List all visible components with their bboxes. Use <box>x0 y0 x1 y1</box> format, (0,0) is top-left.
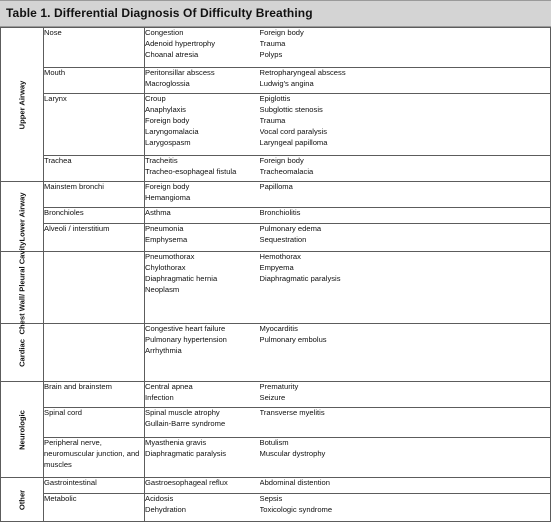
condition-item: Pulmonary hypertension <box>145 334 227 344</box>
subcategory-cell <box>44 224 145 252</box>
category-label: Chest Wall/ Pleural Cavity <box>17 241 27 334</box>
condition-item: Asthma <box>145 208 171 217</box>
table-row <box>1 182 551 208</box>
condition-item: Papilloma <box>259 182 293 191</box>
subcategory-label: Nose <box>44 28 62 37</box>
table-row <box>1 208 551 224</box>
condition-item: Tracheo-esophageal fistula <box>145 166 237 176</box>
subcategory-label: Spinal cord <box>44 408 82 417</box>
condition-item: Vocal cord paralysis <box>259 126 328 136</box>
conditions-column-2 <box>260 224 551 252</box>
conditions-column-1 <box>145 224 260 252</box>
conditions-column-1 <box>145 156 260 182</box>
condition-item: Pneumonia <box>145 224 184 233</box>
table-row <box>1 224 551 252</box>
condition-item: Myocarditis <box>259 324 298 333</box>
conditions-column-2 <box>260 478 551 494</box>
condition-item: Subglottic stenosis <box>259 104 323 114</box>
subcategory-label: Larynx <box>44 94 67 103</box>
conditions-column-2 <box>260 28 551 68</box>
condition-item: Prematurity <box>259 382 299 391</box>
table-row <box>1 252 551 324</box>
category-cell <box>1 478 44 522</box>
condition-item: Larygospasm <box>145 137 191 147</box>
subcategory-cell <box>44 324 145 382</box>
condition-item: Emphysema <box>145 234 188 244</box>
table-body <box>1 28 551 522</box>
table-row <box>1 28 551 68</box>
subcategory-label: Trachea <box>44 156 72 165</box>
condition-item: Anaphylaxis <box>145 104 186 114</box>
condition-item: Congestive heart failure <box>145 324 226 333</box>
category-cell <box>1 382 44 478</box>
table-title: Table 1. Differential Diagnosis Of Difficulty Breathing <box>6 6 313 20</box>
condition-item: Retropharyngeal abscess <box>259 68 346 77</box>
category-label: Lower Airway <box>17 191 27 242</box>
subcategory-cell <box>44 182 145 208</box>
condition-item: Sequestration <box>259 234 307 244</box>
condition-item: Spinal muscle atrophy <box>145 408 220 417</box>
condition-item: Seizure <box>259 392 286 402</box>
subcategory-cell <box>44 382 145 408</box>
table-row <box>1 408 551 438</box>
subcategory-cell <box>44 478 145 494</box>
condition-item: Foreign body <box>145 182 190 191</box>
condition-item: Croup <box>145 94 166 103</box>
subcategory-cell <box>44 156 145 182</box>
conditions-column-2 <box>260 408 551 438</box>
condition-item: Congestion <box>145 28 184 37</box>
category-cell <box>1 28 44 182</box>
condition-item: Chylothorax <box>145 262 186 272</box>
condition-item: Acidosis <box>145 494 174 503</box>
condition-item: Trauma <box>259 115 286 125</box>
condition-item: Epiglottis <box>259 94 291 103</box>
condition-item: Infection <box>145 392 174 402</box>
conditions-column-1 <box>145 208 260 224</box>
condition-item: Diaphragmatic hernia <box>145 273 218 283</box>
category-cell <box>1 324 44 382</box>
subcategory-cell <box>44 494 145 522</box>
conditions-column-1 <box>145 324 260 382</box>
subcategory-label: Bronchioles <box>44 208 84 217</box>
condition-item: Gullain-Barre syndrome <box>145 418 226 428</box>
category-label: Upper Airway <box>17 80 27 129</box>
conditions-column-2 <box>260 252 551 324</box>
condition-item: Pulmonary edema <box>259 224 322 233</box>
table-title-bar <box>0 0 551 27</box>
conditions-column-1 <box>145 408 260 438</box>
condition-item: Foreign body <box>145 115 190 125</box>
condition-item: Laryngeal papilloma <box>259 137 328 147</box>
table-row <box>1 382 551 408</box>
conditions-column-1 <box>145 252 260 324</box>
condition-item: Dehydration <box>145 504 186 514</box>
subcategory-label: Metabolic <box>44 494 77 503</box>
subcategory-label: Alveoli / interstitium <box>44 224 110 233</box>
subcategory-label: Gastrointestinal <box>44 478 97 487</box>
condition-item: Arrhythmia <box>145 345 182 355</box>
category-label: Other <box>17 489 27 510</box>
condition-item: Choanal atresia <box>145 49 199 59</box>
conditions-column-1 <box>145 382 260 408</box>
condition-item: Hemangioma <box>145 192 191 202</box>
subcategory-label: Peripheral nerve, neuromuscular junction, and muscles <box>44 438 140 469</box>
subcategory-cell <box>44 28 145 68</box>
conditions-column-2 <box>260 208 551 224</box>
condition-item: Peritonsillar abscess <box>145 68 215 77</box>
condition-item: Gastroesophageal reflux <box>145 478 228 487</box>
conditions-column-1 <box>145 438 260 478</box>
condition-item: Diaphragmatic paralysis <box>259 273 341 283</box>
condition-item: Tracheomalacia <box>259 166 314 176</box>
condition-item: Abdominal distention <box>259 478 330 487</box>
condition-item: Ludwig's angina <box>259 78 314 88</box>
condition-item: Trauma <box>259 38 286 48</box>
conditions-column-1 <box>145 28 260 68</box>
conditions-column-1 <box>145 68 260 94</box>
table-row <box>1 478 551 494</box>
condition-item: Adenoid hypertrophy <box>145 38 216 48</box>
category-cell <box>1 241 44 334</box>
subcategory-cell <box>44 68 145 94</box>
condition-item: Foreign body <box>259 28 304 37</box>
conditions-column-1 <box>145 94 260 156</box>
category-label: Cardiac <box>17 338 27 367</box>
condition-item: Pulmonary embolus <box>259 334 327 344</box>
conditions-column-2 <box>260 382 551 408</box>
condition-item: Pneumothorax <box>145 252 195 261</box>
subcategory-cell <box>44 408 145 438</box>
conditions-column-2 <box>260 94 551 156</box>
differential-diagnosis-table <box>0 27 551 522</box>
condition-item: Muscular dystrophy <box>259 448 326 458</box>
condition-item: Hemothorax <box>259 252 301 261</box>
conditions-column-2 <box>260 182 551 208</box>
conditions-column-2 <box>260 156 551 182</box>
subcategory-label: Mouth <box>44 68 66 77</box>
subcategory-label: Mainstem bronchi <box>44 182 104 191</box>
conditions-column-1 <box>145 478 260 494</box>
condition-item: Neoplasm <box>145 284 180 294</box>
condition-item: Bronchiolitis <box>259 208 301 217</box>
condition-item: Macroglossia <box>145 78 190 88</box>
conditions-column-1 <box>145 182 260 208</box>
conditions-column-1 <box>145 494 260 522</box>
table-row <box>1 324 551 382</box>
table-row <box>1 156 551 182</box>
condition-item: Botulism <box>259 438 289 447</box>
condition-item: Tracheitis <box>145 156 178 165</box>
subcategory-cell <box>44 438 145 478</box>
table-row <box>1 494 551 522</box>
condition-item: Central apnea <box>145 382 193 391</box>
subcategory-cell <box>44 252 145 324</box>
condition-item: Myasthenia gravis <box>145 438 207 447</box>
conditions-column-2 <box>260 438 551 478</box>
condition-item: Laryngomalacia <box>145 126 199 136</box>
condition-item: Toxicologic syndrome <box>259 504 333 514</box>
condition-item: Sepsis <box>259 494 283 503</box>
condition-item: Polyps <box>259 49 283 59</box>
subcategory-label: Brain and brainstem <box>44 382 112 391</box>
conditions-column-2 <box>260 324 551 382</box>
condition-item: Transverse myelitis <box>259 408 325 417</box>
table-row <box>1 94 551 156</box>
table-row <box>1 438 551 478</box>
subcategory-cell <box>44 208 145 224</box>
condition-item: Empyema <box>259 262 294 272</box>
conditions-column-2 <box>260 494 551 522</box>
table-row <box>1 68 551 94</box>
condition-item: Diaphragmatic paralysis <box>145 448 227 458</box>
condition-item: Foreign body <box>259 156 304 165</box>
category-label: Neurologic <box>17 409 27 450</box>
subcategory-cell <box>44 94 145 156</box>
conditions-column-2 <box>260 68 551 94</box>
